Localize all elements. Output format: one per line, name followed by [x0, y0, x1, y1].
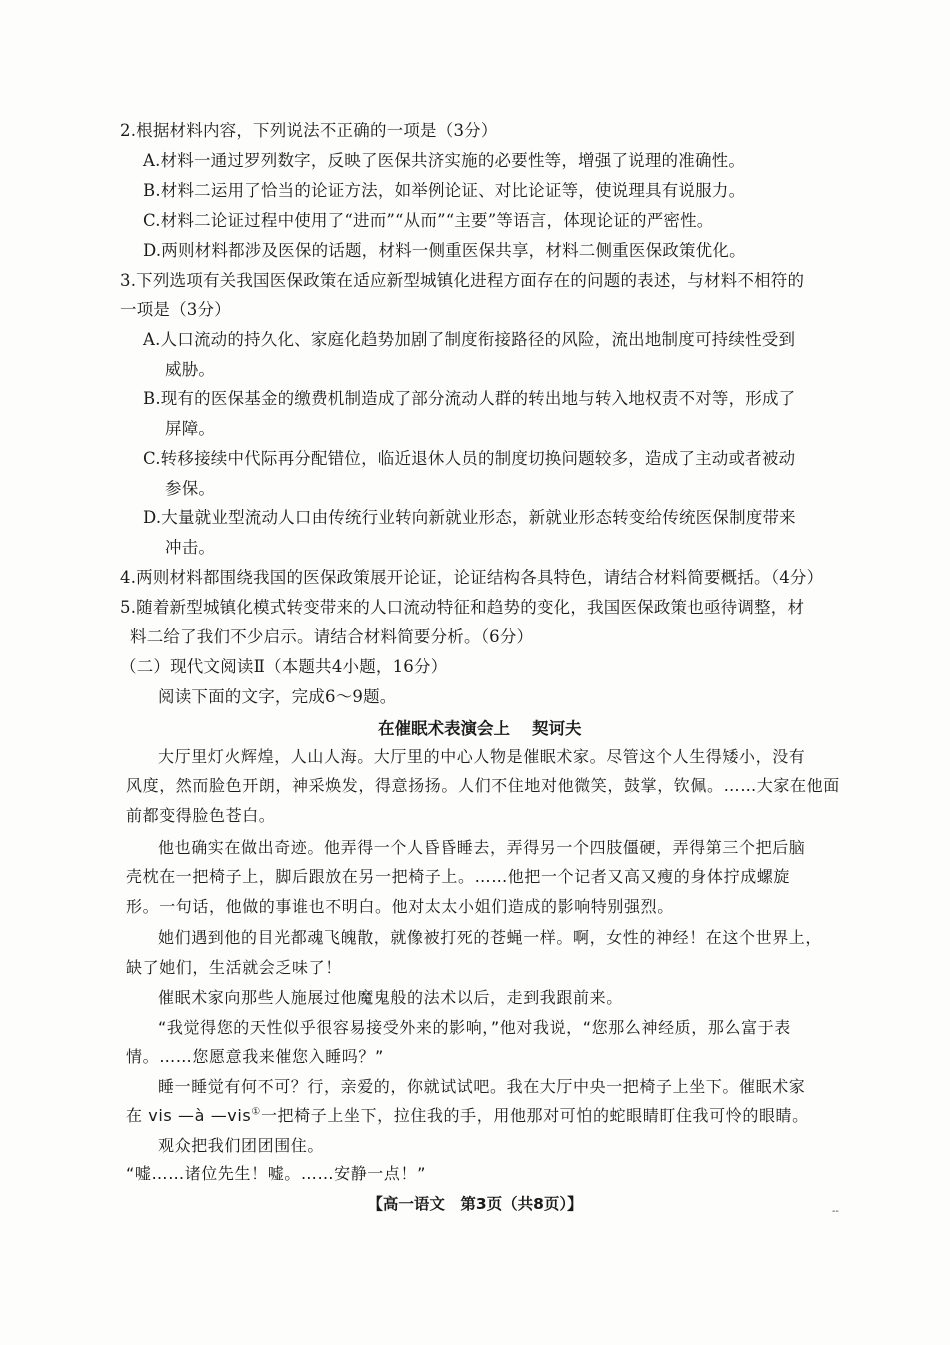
- story-title: 在催眠术表演会上: [378, 719, 510, 738]
- story-p1-line1: 大厅里灯火辉煌，人山人海。大厅里的中心人物是催眠术家。尽管这个人生得矮小，没有: [158, 747, 806, 766]
- q3-option-d: D.大量就业型流动人口由传统行业转向新就业形态，新就业形态转变给传统医保制度带来: [143, 508, 796, 527]
- q2-option-a: A.材料一通过罗列数字，反映了医保共济实施的必要性等，增强了说理的准确性。: [143, 151, 746, 170]
- q5-stem-line2: 料二给了我们不少启示。请结合材料简要分析。（6分）: [130, 627, 534, 646]
- q2-stem: 2.根据材料内容，下列说法不正确的一项是（3分）: [120, 121, 498, 140]
- story-p6-line2-post: 一把椅子上坐下，拉住我的手，用他那对可怕的蛇眼睛盯住我可怜的眼睛。: [260, 1106, 809, 1125]
- q2-option-c: C.材料二论证过程中使用了“进而”“从而”“主要”等语言，体现论证的严密性。: [143, 211, 714, 230]
- story-p5-line1: “我觉得您的天性似乎很容易接受外来的影响，”他对我说，“您那么神经质，那么富于表: [158, 1018, 791, 1037]
- q3-option-a: A.人口流动的持久化、家庭化趋势加剧了制度衔接路径的风险，流出地制度可持续性受到: [143, 330, 796, 349]
- q3-option-b: B.现有的医保基金的缴费机制造成了部分流动人群的转出地与转入地权责不对等，形成了: [143, 389, 796, 408]
- q3-stem-line1: 3.下列选项有关我国医保政策在适应新型城镇化进程方面存在的问题的表述，与材料不相符的: [120, 271, 805, 290]
- story-p3-line1: 她们遇到他的目光都魂飞魄散，就像被打死的苍蝇一样。啊，女性的神经！在这个世界上，: [158, 928, 823, 947]
- q2-option-b: B.材料二运用了恰当的论证方法，如举例论证、对比论证等，使说理具有说服力。: [143, 181, 746, 200]
- q2-option-d: D.两则材料都涉及医保的话题，材料一侧重医保共享，材料二侧重医保政策优化。: [143, 241, 746, 260]
- story-p7: 观众把我们团团围住。: [158, 1136, 325, 1155]
- section-instruction: 阅读下面的文字，完成6～9题。: [158, 687, 397, 706]
- q3-option-c: C.转移接续中代际再分配错位，临近退休人员的制度切换问题较多，造成了主动或者被动: [143, 449, 796, 468]
- story-p6-line1: 睡一睡觉有何不可？行，亲爱的，你就试试吧。我在大厅中央一把椅子上坐下。催眠术家: [158, 1077, 806, 1096]
- story-title-line: [378, 718, 582, 740]
- story-p2-line3: 形。一句话，他做的事谁也不明白。他对太太小姐们造成的影响特别强烈。: [126, 897, 674, 916]
- q4-stem: 4.两则材料都围绕我国的医保政策展开论证，论证结构各具特色，请结合材料简要概括。（4分）: [120, 568, 824, 587]
- q3-option-d-cont: 冲击。: [165, 538, 216, 557]
- q3-option-b-cont: 屏障。: [165, 419, 216, 438]
- page-footer: 【高一语文 第3页（共8页）】: [367, 1195, 583, 1213]
- story-p4: 催眠术家向那些人施展过他魔鬼般的法术以后，走到我跟前来。: [158, 988, 623, 1007]
- story-p1-line3: 前都变得脸色苍白。: [126, 806, 276, 825]
- section-heading: （二）现代文阅读Ⅱ（本题共4小题，16分）: [120, 657, 448, 676]
- q3-option-a-cont: 威胁。: [165, 360, 216, 379]
- q5-stem-line1: 5.随着新型城镇化模式转变带来的人口流动特征和趋势的变化，我国医保政策也亟待调整，材: [120, 598, 805, 617]
- q3-stem-line2: 一项是（3分）: [120, 300, 231, 319]
- corner-mark: --: [832, 1206, 839, 1217]
- q3-option-c-cont: 参保。: [165, 479, 216, 498]
- footnote-marker: ①: [251, 1106, 261, 1118]
- story-p6-line2-pre: 在 vis —à —vis: [126, 1106, 252, 1125]
- story-p5-line2: 情。……您愿意我来催您入睡吗？”: [126, 1047, 384, 1066]
- story-p2-line2: 壳枕在一把椅子上，脚后跟放在另一把椅子上。……他把一个记者又高又瘦的身体拧成螺旋: [126, 867, 791, 886]
- story-p2-line1: 他也确实在做出奇迹。他弄得一个人昏昏睡去，弄得另一个四肢僵硬，弄得第三个把后脑: [158, 838, 806, 857]
- story-p6-line2: [126, 1105, 809, 1127]
- story-p8: “嘘……诸位先生！嘘。……安静一点！”: [126, 1164, 426, 1183]
- story-p1-line2: 风度，然而脸色开朗，神采焕发，得意扬扬。人们不住地对他微笑，鼓掌，钦佩。……大家在他面: [126, 776, 840, 795]
- story-p3-line2: 缺了她们，生活就会乏味了！: [126, 958, 342, 977]
- story-author: 契诃夫: [532, 719, 582, 738]
